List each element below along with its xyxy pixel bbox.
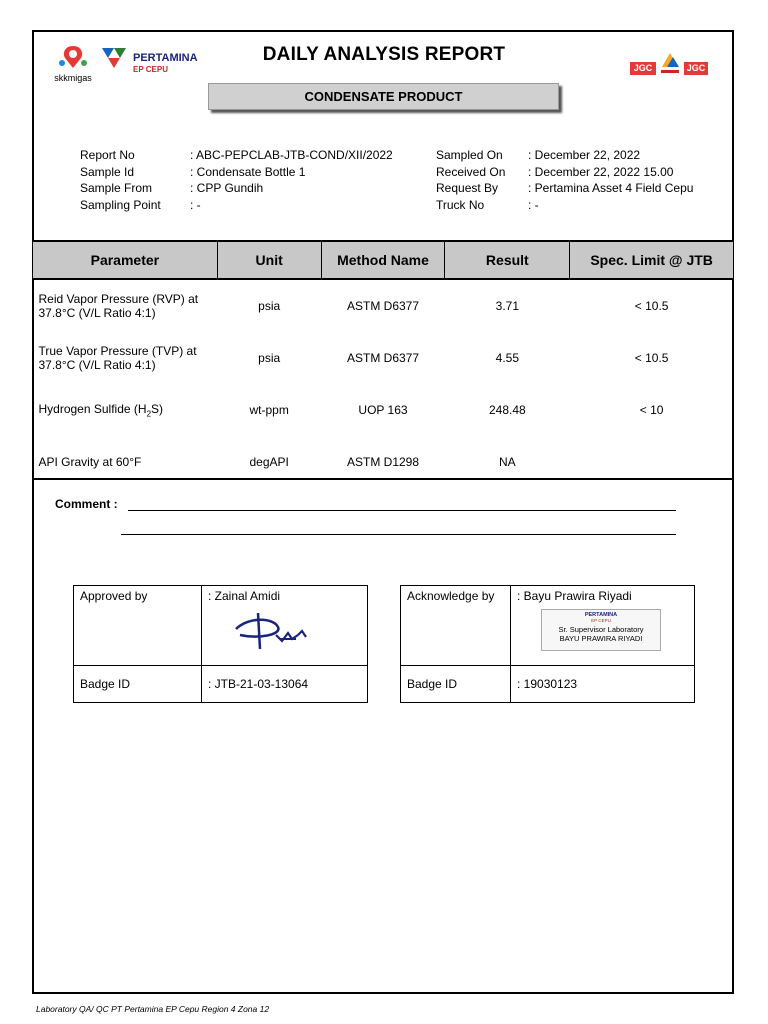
cell-result: NA (498, 455, 516, 469)
acknowledge-box (400, 585, 695, 703)
skkmigas-logo: skkmigas (50, 44, 96, 82)
cell-result: 248.48 (488, 403, 526, 417)
approved-badge-value: : JTB-21-03-13064 (202, 666, 368, 703)
results-table (32, 240, 734, 488)
supervisor-stamp: PERTAMINA EP CEPU Sr. Supervisor Laboratory BAYU PRAWIRA RIYADI (541, 609, 661, 651)
acknowledge-label: Acknowledge by (401, 586, 511, 666)
acknowledge-name: : Bayu Prawira Riyadi (517, 589, 632, 603)
cell-method: ASTM D1298 (346, 455, 420, 469)
cell-method: ASTM D6377 (346, 299, 420, 313)
acknowledge-badge-label: Badge ID (401, 666, 511, 703)
label-received-on: Received On (436, 164, 506, 179)
cell-method: UOP 163 (358, 403, 408, 417)
table-row (33, 279, 734, 332)
label-report-no: Report No (80, 148, 135, 162)
cell-parameter: Reid Vapor Pressure (RVP) at 37.8°C (V/L Ratio 4:1) (38, 292, 199, 320)
value-sample-from: : CPP Gundih (190, 181, 264, 195)
product-banner: CONDENSATE PRODUCT (208, 83, 559, 110)
footer-text: Laboratory QA/ QC PT Pertamina EP Cepu Region 4 Zona 12 (36, 1004, 270, 1014)
label-sampling-point: Sampling Point (80, 197, 161, 212)
table-row (33, 436, 734, 488)
approved-signature (228, 605, 318, 653)
jgc-logo-left: JGC (630, 62, 656, 75)
value-truck-no: : - (528, 197, 539, 212)
cell-parameter: API Gravity at 60°F (38, 455, 142, 469)
value-sample-id: : Condensate Bottle 1 (190, 164, 306, 179)
partner-logo (659, 49, 681, 77)
col-spec-limit: Spec. Limit @ JTB (570, 241, 734, 279)
cell-parameter: Hydrogen Sulfide $(H_2S)$ (38, 401, 164, 419)
approved-box (73, 585, 368, 703)
col-method: Method Name (321, 241, 445, 279)
cell-method: ASTM D6377 (346, 351, 420, 365)
table-row (33, 384, 734, 436)
label-sampled-on: Sampled On (436, 148, 503, 162)
cell-unit: degAPI (249, 455, 289, 469)
table-header-row (33, 241, 734, 279)
approved-label: Approved by (74, 586, 202, 666)
col-result: Result (445, 241, 570, 279)
cell-spec: < 10 (639, 403, 664, 417)
value-request-by: : Pertamina Asset 4 Field Cepu (528, 181, 694, 195)
approved-name-cell (202, 586, 368, 666)
info-right-values (528, 147, 693, 213)
info-left-labels (80, 147, 161, 213)
cell-unit: psia (258, 299, 281, 313)
value-sampled-on: : December 22, 2022 (528, 148, 641, 162)
label-sample-from: Sample From (80, 181, 153, 195)
col-parameter: Parameter (33, 241, 218, 279)
cell-parameter: True Vapor Pressure (TVP) at 37.8°C (V/L Ratio 4:1) (38, 344, 197, 372)
value-received-on: : December 22, 2022 15.00 (528, 164, 674, 179)
approved-name: : Zainal Amidi (208, 589, 281, 603)
comment-label: Comment : (55, 497, 118, 511)
label-truck-no: Truck No (436, 197, 485, 212)
cell-result: 3.71 (495, 299, 519, 313)
value-report-no: : ABC-PEPCLAB-JTB-COND/XII/2022 (190, 148, 393, 162)
approved-badge-label: Badge ID (74, 666, 202, 703)
cell-spec (570, 436, 734, 488)
comment-line-2 (121, 534, 676, 535)
cell-spec: < 10.5 (634, 299, 669, 313)
label-request-by: Request By (436, 181, 499, 195)
comment-line-1 (128, 510, 676, 511)
table-bottom-divider (32, 478, 734, 480)
col-unit: Unit (217, 241, 321, 279)
value-sampling-point: : - (190, 197, 201, 212)
cell-result: 4.55 (495, 351, 519, 365)
page-title: DAILY ANALYSIS REPORT (262, 44, 506, 65)
cell-unit: psia (258, 351, 281, 365)
cell-unit: wt-ppm (249, 403, 289, 417)
label-sample-id: Sample Id (80, 164, 135, 179)
info-left-values (190, 147, 393, 213)
pertamina-logo: PERTAMINA EP CEPU (100, 44, 210, 78)
table-row (33, 332, 734, 384)
acknowledge-badge-value: : 19030123 (511, 666, 695, 703)
cell-spec: < 10.5 (634, 351, 669, 365)
acknowledge-name-cell (511, 586, 695, 666)
info-right-labels (436, 147, 505, 213)
jgc-logo-right: JGC (684, 62, 708, 75)
